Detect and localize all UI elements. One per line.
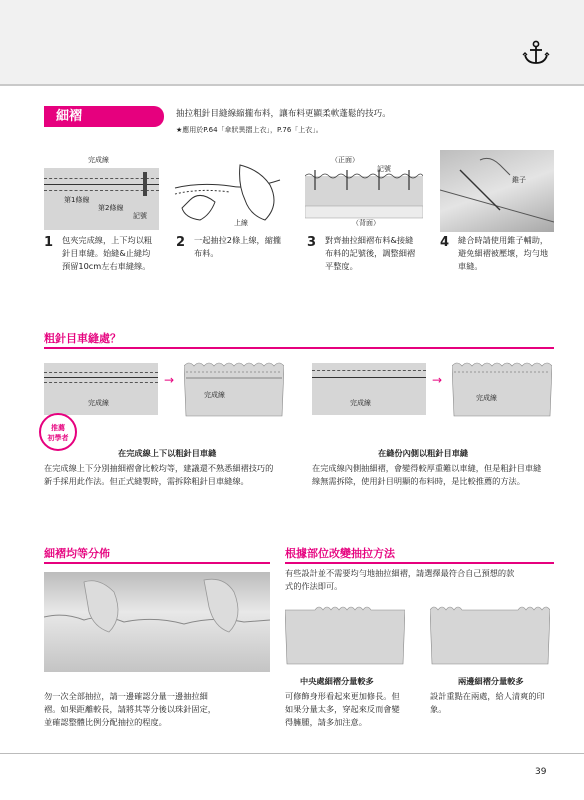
s2-right-finish-label-2: 完成線 <box>476 394 497 402</box>
header-band <box>0 0 584 86</box>
s2-left-before-line <box>44 377 158 378</box>
intro-note: ★應用於P.64「傘狀異摺上衣」，P.76「上衣」。 <box>176 126 323 134</box>
label-upper-thread: 上線 <box>234 219 248 227</box>
intro-text: 抽拉粗針目縫線縮攏布料，讓布料更顯柔軟蓬鬆的技巧。 <box>176 109 391 119</box>
s2-right-before-line <box>312 377 426 378</box>
step2-text: 一起抽拉2條上線，縮攏 布料。 <box>194 235 282 258</box>
section2-heading: 粗針目車縫處？ <box>44 332 121 345</box>
section3-heading: 細褶均等分佈 <box>44 547 110 560</box>
section4-intro: 有些設計並不需要均勻地抽拉細褶，請選擇最符合自己預想的款 式的作法即可。 <box>285 568 515 591</box>
center-title: 中央處細褶分量較多 <box>300 676 374 686</box>
gathers-photo-sketch <box>44 572 270 672</box>
step1-mark <box>143 172 147 196</box>
s2-left-after <box>184 358 284 418</box>
section4-rule <box>285 562 554 564</box>
s2-left-text: 在完成線上下分別抽細褶會比較均等，建議還不熟悉細褶技巧的 新手採用此作法。但正式縫製時，需拆除粗針目車縫線。 <box>44 463 274 486</box>
center-gathers-diagram <box>285 600 405 666</box>
step1-stitch-line-2 <box>44 190 159 191</box>
arrow-icon-2: → <box>432 373 443 387</box>
side-title: 兩邊細褶分量較多 <box>458 676 524 686</box>
label-finish-line: 完成線 <box>88 156 109 164</box>
s2-left-finish-label-2: 完成線 <box>204 391 225 399</box>
label-awl: 錐子 <box>512 176 526 184</box>
s2-right-after <box>452 358 552 418</box>
s2-left-finish-label: 完成線 <box>88 399 109 407</box>
side-text: 設計重點在兩處，給人清爽的印 象。 <box>430 691 545 714</box>
footer-rule <box>0 753 584 754</box>
page-number: 39 <box>535 767 547 777</box>
s2-right-text: 在完成線內側抽細褶，會變得較厚重難以車縫，但是粗針目車縫 線無需拆除，使用針目明顯的布料時，是比較推薦的方法。 <box>312 463 542 486</box>
label-mark2: 記號 <box>377 165 391 173</box>
s2-left-title: 在完成線上下以粗針目車縫 <box>118 448 217 458</box>
s2-left-before-dash2 <box>44 382 158 383</box>
s2-right-title: 在縫份內側以粗針目車縫 <box>378 448 469 458</box>
s2-left-before-dash1 <box>44 372 158 373</box>
step3-text: 對齊抽拉細褶布料&接縫 布料的記號後，調整細褶 平整度。 <box>325 235 416 271</box>
step1-finish-line <box>44 184 159 185</box>
anchor-icon <box>522 40 550 66</box>
s2-right-before-dash <box>312 370 426 371</box>
side-gathers-diagram <box>430 600 550 666</box>
beginner-badge: 推薦 初學者 <box>39 413 77 451</box>
section4-heading: 根據部位改變抽拉方法 <box>285 547 395 560</box>
s2-right-finish-label: 完成線 <box>350 399 371 407</box>
step2-number: 2 <box>176 235 186 250</box>
step1-text: 包夾完成線，上下均以粗 針目車縫。始縫&止縫均 預留10cm左右車縫線。 <box>62 235 153 271</box>
section3-text: 勿一次全部抽拉，請一邊確認分量一邊抽拉細 褶。如果距離較長，請將其等分後以珠針固定， 並確認整體比例分配抽拉的程度。 <box>44 691 216 727</box>
section-title: 細褶 <box>44 106 164 127</box>
label-back: （背面） <box>352 219 380 227</box>
label-mark: 記號 <box>133 212 147 220</box>
center-text: 可修飾身形看起來更加修長。但 如果分量太多，穿起來反而會變 得臃腫，請多加注意。 <box>285 691 400 727</box>
step1-stitch-line <box>44 178 159 179</box>
step4-text: 縫合時請使用錐子輔助， 避免細褶被壓壞，均勻地 車縫。 <box>458 235 549 271</box>
step3-number: 3 <box>307 235 317 250</box>
label-line-1: 第1條線 <box>64 196 90 204</box>
label-front: （正面） <box>331 156 359 164</box>
step1-number: 1 <box>44 235 54 250</box>
step4-number: 4 <box>440 235 450 250</box>
arrow-icon: → <box>164 373 175 387</box>
section2-rule <box>44 347 554 349</box>
step4-sewing-sketch <box>440 150 554 232</box>
section3-rule <box>44 562 270 564</box>
label-line-2: 第2條線 <box>98 204 124 212</box>
